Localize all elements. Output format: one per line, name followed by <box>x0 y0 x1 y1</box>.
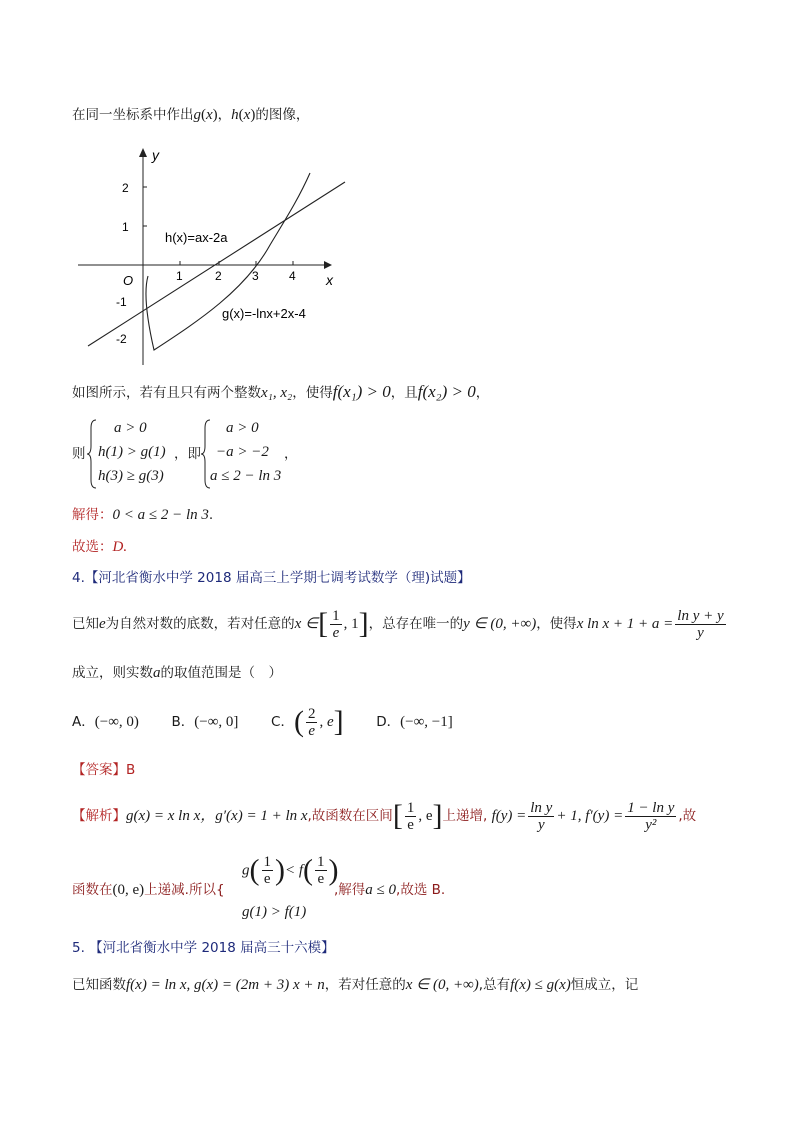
math-f2: f(x₂) > 0 <box>417 382 476 401</box>
math: f(x) ≤ g(x) <box>510 977 571 993</box>
frac-denominator: e <box>308 722 316 739</box>
option-value: (−∞, −1] <box>400 714 453 730</box>
math-solution: 0 < a ≤ 2 − ln 3 <box>112 507 209 523</box>
text: ，若对任意的 <box>324 977 406 993</box>
sys1-row: h(1) > g(1) <box>98 444 166 460</box>
question-4-options <box>72 702 453 742</box>
text: ，且 <box>390 385 418 401</box>
math: g(x) = x ln x， <box>126 808 216 824</box>
math-x-in: x ∈ <box>294 616 319 632</box>
text: ,故选 B. <box>396 882 446 898</box>
text: ， <box>284 446 298 462</box>
sys2-row: −a > −2 <box>216 444 269 460</box>
option-value: (−∞, 0] <box>194 714 239 730</box>
math-a: a <box>153 665 161 681</box>
frac-denominator: y² <box>645 816 657 833</box>
h-function-label: h(x)=ax-2a <box>165 230 228 245</box>
math-y-in: y ∈ (0, +∞) <box>463 616 537 632</box>
x-tick-label: 2 <box>215 269 222 283</box>
y-tick-label: -2 <box>116 332 127 346</box>
solution-label: 解得： <box>72 507 113 523</box>
question-5-header: 5. 【河北省衡水中学 2018 届高三十六模】 <box>72 940 335 956</box>
text: ，总存在唯一的 <box>368 616 464 632</box>
math: x ∈ (0, +∞) <box>405 977 479 993</box>
option-a[interactable] <box>72 714 139 730</box>
text: 上递增, <box>442 808 488 824</box>
g-function-label: g(x)=-lnx+2x-4 <box>222 306 306 321</box>
analysis-tag: 【解析】 <box>72 808 126 824</box>
math: g(1) > f(1) <box>242 904 307 920</box>
text: 为自然对数的底数，若对任意的 <box>105 616 295 632</box>
x-axis-label: x <box>326 272 333 288</box>
math-h: h <box>231 107 239 123</box>
system-1 <box>86 418 186 490</box>
text: ， <box>217 107 232 123</box>
frac-numerator: ln y + y <box>677 607 724 624</box>
frac-numerator: ln y <box>530 799 553 816</box>
option-b[interactable] <box>172 714 239 730</box>
option-label: B． <box>171 714 195 730</box>
y-tick-label: 2 <box>122 181 129 195</box>
option-c[interactable]: C．( $\frac{2}{e}$ , e] <box>271 705 344 739</box>
text: 已知 <box>72 616 99 632</box>
option-d[interactable] <box>376 714 453 730</box>
text: ,总有 <box>478 977 511 993</box>
sys1-row: h(3) ≥ g(3) <box>98 468 164 484</box>
label-ji: ，即 <box>174 446 201 462</box>
text: 的图像， <box>255 107 310 123</box>
math: (0, e) <box>112 882 145 898</box>
x-tick-label: 4 <box>289 269 296 283</box>
frac-numerator: 1 − ln y <box>627 799 675 816</box>
frac-numerator: 2 <box>307 705 316 722</box>
math: < f <box>285 862 304 879</box>
text: ，使得 <box>292 385 333 401</box>
question-4-analysis-1: 【解析】g(x) = x ln x，g′(x) = 1 + ln x,故函数在区间[ $\frac{1}{e}$ , e]上递增, f(y) = $\frac{\text{ln y}}{y}$ + 1, f′(y) = $\frac{\text{1 − ln y}}{\text{y²}}$ ,故 <box>72 799 697 833</box>
math-vars: x₁, x₂ <box>261 385 293 401</box>
frac-denominator: y <box>537 816 545 833</box>
math-g: g <box>193 107 201 123</box>
text: 上递减.所以{ <box>144 882 225 898</box>
math-x: x <box>243 107 251 123</box>
math-e: e <box>99 616 106 632</box>
paragraph-solution <box>72 505 213 525</box>
math: f(y) = <box>491 808 527 824</box>
x-tick-label: 1 <box>176 269 183 283</box>
option-value: e <box>326 714 334 730</box>
text: 已知函数 <box>72 977 126 993</box>
text: 在同一坐标系中作出 <box>72 107 194 123</box>
frac-denominator: e <box>332 624 340 641</box>
system-2 <box>200 418 290 490</box>
sys2-row: a ≤ 2 − ln 3 <box>210 468 282 484</box>
choice-answer: D. <box>112 539 128 555</box>
math-x: x <box>206 107 213 123</box>
math: g′(x) = 1 + ln x <box>215 808 308 824</box>
y-axis-label: y <box>152 147 159 163</box>
math: a ≤ 0 <box>365 882 397 898</box>
frac-denominator: y <box>697 624 704 641</box>
math-f1: f(x₁) > 0 <box>332 382 391 401</box>
y-tick-label: 1 <box>122 220 129 234</box>
sys2-row: a > 0 <box>226 420 259 436</box>
math: + 1, f′(y) = <box>556 808 624 824</box>
question-4-header: 4.【河北省衡水中学 2018 届高三上学期七调考试数学（理)试题】 <box>72 570 471 586</box>
sys1-row: a > 0 <box>114 420 147 436</box>
choice-label: 故选： <box>72 539 113 555</box>
function-graph <box>70 140 360 370</box>
text: ,故 <box>678 808 697 824</box>
text: 的取值范围是（ ） <box>160 665 282 681</box>
math: , e <box>418 808 433 824</box>
answer-value: B <box>126 762 136 778</box>
frac-numerator: 1 <box>332 607 340 624</box>
text: . <box>208 507 214 523</box>
option-label: C． <box>271 714 294 730</box>
math: f(x) = ln x, g(x) = (2m + 3) x + n <box>126 977 325 993</box>
option-value: (−∞, 0) <box>94 714 139 730</box>
text: ，使得 <box>536 616 577 632</box>
paragraph-integer-condition <box>72 380 489 405</box>
question-4-line-2 <box>72 663 282 683</box>
paragraph-graph-intro: 在同一坐标系中作出g(x)，h(x)的图像， <box>72 107 310 123</box>
math-equation-left: x ln x + 1 + a = <box>576 616 674 632</box>
question-5-line-1 <box>72 973 638 997</box>
text: ,故函数在区间 <box>307 808 393 824</box>
origin-label: O <box>123 273 134 288</box>
question-4-answer <box>72 760 135 780</box>
text: 恒成立，记 <box>570 977 639 993</box>
curve-g <box>146 173 310 350</box>
text: ,解得 <box>334 882 366 898</box>
text: 成立，则实数 <box>72 665 153 681</box>
text: 函数在 <box>72 882 113 898</box>
option-label: D． <box>376 714 401 730</box>
line-h <box>88 182 345 346</box>
option-label: A． <box>72 714 95 730</box>
answer-tag: 【答案】 <box>72 762 126 778</box>
text: ， <box>475 385 490 401</box>
y-tick-label: -1 <box>116 295 127 309</box>
label-ze: 则 <box>72 446 86 462</box>
question-4-line-1: 已知e为自然对数的底数，若对任意的x ∈[ $\frac{1}{e}$ , 1]，总存在唯一的y ∈ (0, +∞)，使得x ln x + 1 + a = $\frac{\text{ln y + y}}{y}$ <box>72 607 724 641</box>
text: 如图所示，若有且只有两个整数 <box>72 385 261 401</box>
x-tick-label: 3 <box>252 269 259 283</box>
math: g <box>242 862 250 879</box>
math-interval-end: , 1 <box>343 616 359 632</box>
paragraph-choice <box>72 537 127 557</box>
